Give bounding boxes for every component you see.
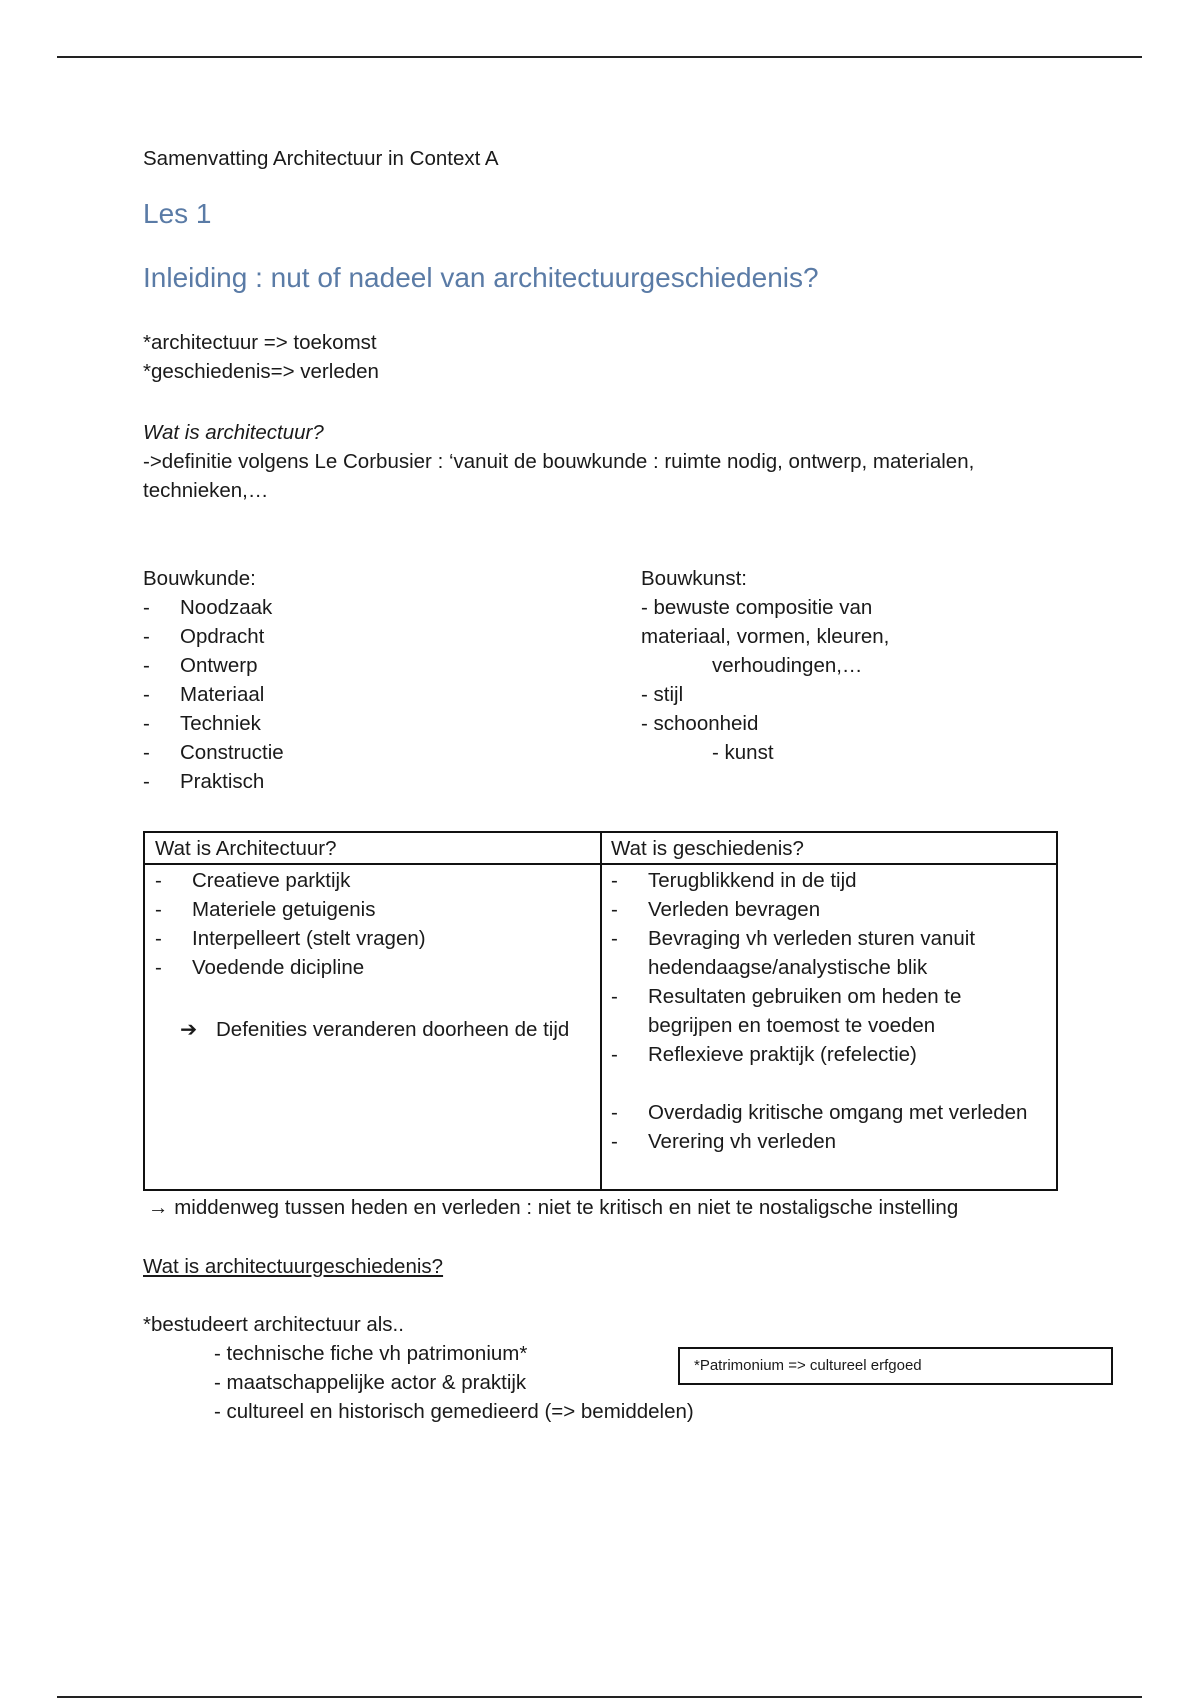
table-cell-geschiedenis bbox=[611, 866, 1041, 1156]
bouwkunst-column bbox=[641, 564, 889, 767]
table-header-architectuur: Wat is Architectuur? bbox=[155, 837, 337, 860]
definitie-paragraph: ->definitie volgens Le Corbusier : ‘vanuit de bouwkunde : ruimte nodig, ontwerp, materialen, technieken,… bbox=[143, 450, 975, 502]
arrow-right-icon: → bbox=[148, 1196, 169, 1219]
list-item: - Terugblikkend in de tijd bbox=[611, 866, 1041, 895]
list-item: - Materiaal bbox=[143, 680, 284, 709]
patrimonium-note-box: *Patrimonium => cultureel erfgoed bbox=[678, 1347, 1113, 1385]
table-header-geschiedenis: Wat is geschiedenis? bbox=[611, 837, 804, 860]
list-item: - Overdadig kritische omgang met verleden bbox=[611, 1098, 1041, 1127]
bottom-rule bbox=[57, 1696, 1142, 1698]
list-item: - Noodzaak bbox=[143, 593, 284, 622]
list-item: - technische fiche vh patrimonium* bbox=[214, 1342, 528, 1365]
list-item: - Creatieve parktijk bbox=[155, 866, 426, 895]
list-item: - Constructie bbox=[143, 738, 284, 767]
table-cell-architectuur bbox=[155, 866, 426, 982]
table-divider bbox=[600, 833, 602, 1189]
bouwkunst-line: - kunst bbox=[712, 741, 774, 764]
table-header-divider bbox=[145, 863, 1056, 865]
top-rule bbox=[57, 56, 1142, 58]
list-item: - Interpelleert (stelt vragen) bbox=[155, 924, 426, 953]
list-item: - Techniek bbox=[143, 709, 284, 738]
list-item: - Ontwerp bbox=[143, 651, 284, 680]
heading-inleiding: Inleiding : nut of nadeel van architectuurgeschiedenis? bbox=[143, 262, 819, 293]
wat-is-architectuur-heading: Wat is architectuur? bbox=[143, 421, 324, 444]
comparison-table bbox=[143, 831, 1058, 1191]
list-item: - Materiele getuigenis bbox=[155, 895, 426, 924]
heading-les: Les 1 bbox=[143, 198, 212, 229]
bouwkunst-line: - bewuste compositie van bbox=[641, 596, 873, 619]
bouwkunde-column bbox=[143, 564, 284, 796]
intro-lines bbox=[143, 328, 379, 386]
list-item: - Reflexieve praktijk (refelectie) bbox=[611, 1040, 1041, 1069]
bouwkunst-title: Bouwkunst: bbox=[641, 567, 747, 590]
document-title: Samenvatting Architectuur in Context A bbox=[143, 147, 499, 170]
list-item: - Verleden bevragen bbox=[611, 895, 1041, 924]
bestudeert-line: *bestudeert architectuur als.. bbox=[143, 1313, 404, 1336]
bouwkunde-title: Bouwkunde: bbox=[143, 567, 256, 590]
bouwkunst-line: verhoudingen,… bbox=[712, 654, 863, 677]
bouwkunst-line: - stijl bbox=[641, 683, 684, 706]
list-item: - Praktisch bbox=[143, 767, 284, 796]
list-item: - maatschappelijke actor & praktijk bbox=[214, 1371, 527, 1394]
bouwkunde-list bbox=[143, 593, 284, 796]
intro-line: *geschiedenis=> verleden bbox=[143, 360, 379, 383]
bouwkunst-line: - schoonheid bbox=[641, 712, 759, 735]
middenweg-text: middenweg tussen heden en verleden : niet te kritisch en niet te nostaligsche instelling bbox=[174, 1196, 959, 1219]
list-item: - Voedende dicipline bbox=[155, 953, 426, 982]
arrow-note-text: Defenities veranderen doorheen de tijd bbox=[216, 1018, 570, 1041]
arrow-right-icon: ➔ bbox=[180, 1018, 198, 1041]
arrow-note bbox=[180, 1015, 596, 1044]
intro-line: *architectuur => toekomst bbox=[143, 331, 377, 354]
list-item: - Bevraging vh verleden sturen vanuit hedendaagse/analystische blik bbox=[611, 924, 1041, 982]
list-item: - Verering vh verleden bbox=[611, 1127, 1041, 1156]
list-item: - cultureel en historisch gemedieerd (=> bemiddelen) bbox=[214, 1400, 694, 1423]
wat-is-architectuurgeschiedenis-heading: Wat is architectuurgeschiedenis? bbox=[143, 1255, 444, 1278]
list-item: - Opdracht bbox=[143, 622, 284, 651]
middenweg-line bbox=[148, 1193, 958, 1222]
bouwkunst-line: materiaal, vormen, kleuren, bbox=[641, 625, 890, 648]
list-item: - Resultaten gebruiken om heden te begrijpen en toemost te voeden bbox=[611, 982, 1041, 1040]
bestudeert-list bbox=[214, 1339, 694, 1426]
